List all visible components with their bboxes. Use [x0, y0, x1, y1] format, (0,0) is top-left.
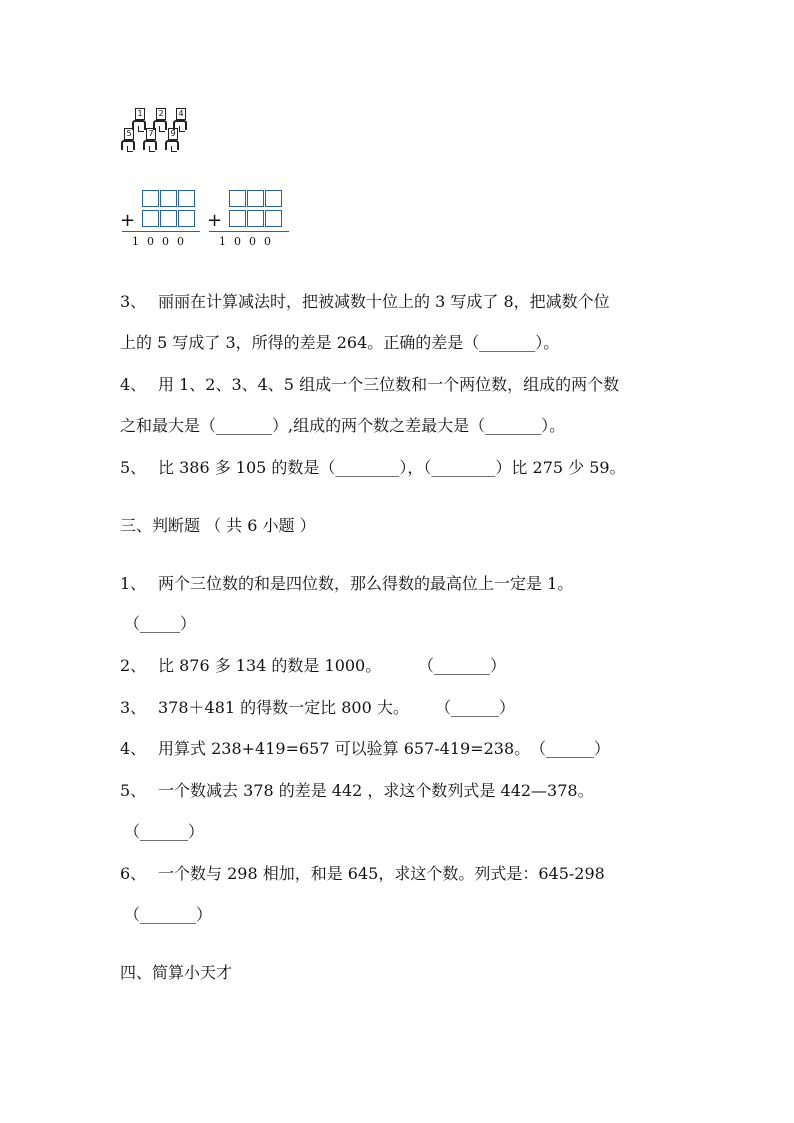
answer-box[interactable]: [178, 190, 195, 207]
question-text: 之和最大是（_______）,组成的两个数之差最大是（_______）。: [120, 416, 566, 435]
digit-card: [143, 128, 159, 154]
sum-total: 1000: [219, 235, 279, 248]
digit-card-number: 5: [124, 128, 134, 140]
answer-box[interactable]: [229, 190, 246, 207]
judge-number: 2、: [120, 656, 147, 675]
answer-box[interactable]: [265, 190, 282, 207]
judge-text: 378＋481 的得数一定比 800 大。: [158, 698, 409, 717]
judge-text: 用算式 238+419=657 可以验算 657-419=238。: [158, 739, 531, 758]
judge-text: 两个三位数的和是四位数，那么得数的最高位上一定是 1。: [158, 574, 574, 593]
digit-card-number: 1: [135, 108, 145, 120]
digit-card-number: 7: [146, 128, 156, 140]
question-text: 丽丽在计算减法时，把被减数十位上的 3 写成了 8，把减数个位: [158, 292, 610, 311]
judge-blank[interactable]: （_____）: [124, 614, 197, 633]
digit-card-number: 4: [176, 108, 186, 120]
judge-blank[interactable]: （______）: [530, 739, 611, 758]
card-stand-icon: [143, 140, 157, 150]
section-title: 三、判断题 （ 共 6 小题 ）: [120, 516, 316, 535]
digit-card: [165, 128, 181, 154]
judge-number: 5、: [120, 781, 147, 800]
judge-blank[interactable]: （_______）: [418, 656, 507, 675]
sum-line: [122, 231, 200, 232]
digit-card: [121, 128, 137, 154]
vertical-addition-2: [205, 188, 295, 258]
question-text: 上的 5 写成了 3，所得的差是 264。正确的差是（_______）。: [120, 333, 560, 352]
section-title: 四、简算小天才: [120, 963, 233, 982]
judge-text: 一个数减去 378 的差是 442 ，求这个数列式是 442—378。: [158, 781, 594, 800]
question-text: 用 1、2、3、4、5 组成一个三位数和一个两位数，组成的两个数: [158, 375, 620, 394]
judge-text: 一个数与 298 相加，和是 645，求这个数。列式是：645-298: [158, 864, 605, 883]
plus-sign: +: [207, 210, 223, 231]
judge-number: 4、: [120, 739, 147, 758]
question-number: 4、: [120, 375, 147, 394]
judge-blank[interactable]: （_______）: [124, 905, 213, 924]
answer-box[interactable]: [247, 190, 264, 207]
answer-box[interactable]: [265, 210, 282, 227]
sum-line: [209, 231, 289, 232]
card-stand-icon: [121, 140, 135, 150]
answer-box[interactable]: [247, 210, 264, 227]
judge-number: 3、: [120, 698, 147, 717]
judge-number: 6、: [120, 864, 147, 883]
answer-box[interactable]: [178, 210, 195, 227]
digit-card-number: 2: [156, 108, 166, 120]
digit-card-number: 9: [168, 128, 178, 140]
question-number: 3、: [120, 292, 147, 311]
answer-box[interactable]: [229, 210, 246, 227]
answer-box[interactable]: [160, 190, 177, 207]
answer-box[interactable]: [142, 210, 159, 227]
judge-number: 1、: [120, 574, 147, 593]
card-stand-icon: [165, 140, 179, 150]
judge-blank[interactable]: （______）: [435, 698, 516, 717]
sum-total: 1000: [132, 235, 192, 248]
judge-blank[interactable]: （______）: [124, 822, 205, 841]
question-number: 5、: [120, 458, 147, 477]
judge-text: 比 876 多 134 的数是 1000。: [158, 656, 382, 675]
answer-box[interactable]: [142, 190, 159, 207]
vertical-addition-1: [118, 188, 208, 258]
question-text: 比 386 多 105 的数是（________），（________）比 275 少 59。: [158, 458, 626, 477]
plus-sign: +: [120, 210, 136, 231]
answer-box[interactable]: [160, 210, 177, 227]
